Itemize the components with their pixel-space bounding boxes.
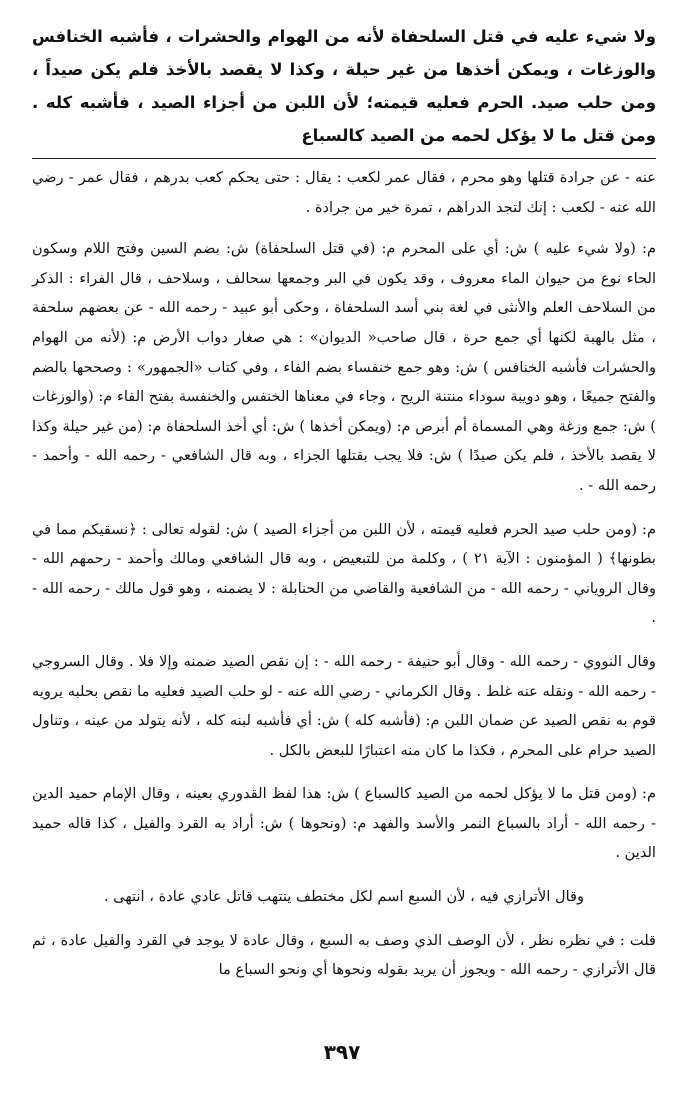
commentary-paragraph: م: (ولا شيء عليه ) ش: أي على المحرم م: (في قتل السلحفاة) ش: بضم السين وفتح اللام وسكون الحاء نوع من حيوان الماء معروف ، وقد يكون في البر وجمعها سحالف ، وسلاحف ، قال الفراء : الذكر من السلاحف العلم والأنثى في لغة بني أسد السلحفاة ، وحكى أبو عبيد - رحمه الله - عن بعضهم سلحفة ، مثل بالهبة لكنها أي جمع حرة ، قال صاحب« الديوان» : هي صغار دواب الأرض م: (لأنه من الهوام والحشرات فأشبه الخنافس ) ش: وهو جمع خنفساء بضم الفاء ، وفي كتاب «الجمهور» : وصححها بالضم والفتح جميعًا ، وهو دويبة سوداء منتنة الريح ، وجاء في معناها الخنفس والخنفسة بفتح الفاء م: (والوزغات ) ش: جمع وزغة وهي المسماة أم أبرص م: (ويمكن أخذها ) ش: أي أخذ السلحفاة م: (من غير حيلة وكذا لا يقصد بالأخذ ، فلم يكن صيدًا ) ش: فلا يجب بقتلها الجزاء ، وبه قال الشافعي - رحمه الله - وأحمد - رحمه الله - . — [32, 240, 656, 494]
commentary-paragraph: وقال النووي - رحمه الله - وقال أبو حنيفة - رحمه الله - : إن نقص الصيد ضمنه وإلا فلا . وقال السروجي - رحمه الله - ونقله عنه غلط . وقال الكرماني - رضي الله عنه - لو حلب الصيد فعليه ما نقص بحلبه يرويه قوم به نقص الصيد عن ضمان اللبن م: (فأشبه كله ) ش: أي فأشبه لبنه كله ، لأنه يتولد من عينه ، وتناول الصيد حرام على المحرم ، فكذا ما كان منه اعتبارًا للبعض بالكل . — [32, 652, 656, 759]
commentary-paragraph: م: (ومن قتل ما لا يؤكل لحمه من الصيد كالسباع ) ش: هذا لفظ القدوري بعينه ، وقال الإمام حميد الدين - رحمه الله - أراد بالسباع النمر والأسد والفهد م: (ونحوها ) ش: أراد به القرد والفيل ، كذا قاله حميد الدين . — [32, 785, 656, 862]
commentary-paragraph: عنه - عن جرادة قتلها وهو محرم ، فقال عمر لكعب : يقال : حتى يحكم كعب بدرهم ، فقال عمر - رضي الله عنه - لكعب : إنك لتجد الدراهم ، تمرة خير من جرادة . — [32, 169, 656, 216]
page-number: ٣٩٧ — [323, 1040, 361, 1064]
separator-rule — [32, 158, 656, 159]
commentary-paragraph: م: (ومن حلب صيد الحرم فعليه قيمته ، لأن اللبن من أجزاء الصيد ) ش: لقوله تعالى : ﴿نسقيكم مما في بطونها﴾ ( المؤمنون : الآية ٢١ ) ، وكلمة من للتبعيض ، وبه قال الشافعي ومالك وأحمد - رحمهم الله - وقال الروياني - رحمه الله - من الشافعية والقاضي من الحنابلة : لا يضمنه ، وهو قول مالك - رحمه الله - . — [32, 520, 656, 627]
main-text: ولا شيء عليه في قتل السلحفاة لأنه من الهوام والحشرات ، فأشبه الخنافس والوزغات ، ويمكن أخذها من غير حيلة ، وكذا لا يقصد بالأخذ فلم يكن صيداً ، ومن حلب صيد. الحرم فعليه قيمته؛ لأن اللبن من أجزاء الصيد ، فأشبه كله . ومن قتل ما لا يؤكل لحمه من الصيد كالسباع — [32, 27, 656, 145]
commentary-paragraph: قلت : في نظره نظر ، لأن الوصف الذي وصف به السبع ، وقال عادة لا يوجد في القرد والفيل عادة ، ثم قال الأترازي - رحمه الله - ويجوز أن يريد بقوله ونحوها أي ونحو السباع ما — [32, 931, 656, 979]
commentary-paragraph: وقال الأترازي فيه ، لأن السبع اسم لكل مختطف ينتهب قاتل عادي عادة ، انتهى . — [103, 888, 585, 906]
commentary — [32, 163, 656, 985]
